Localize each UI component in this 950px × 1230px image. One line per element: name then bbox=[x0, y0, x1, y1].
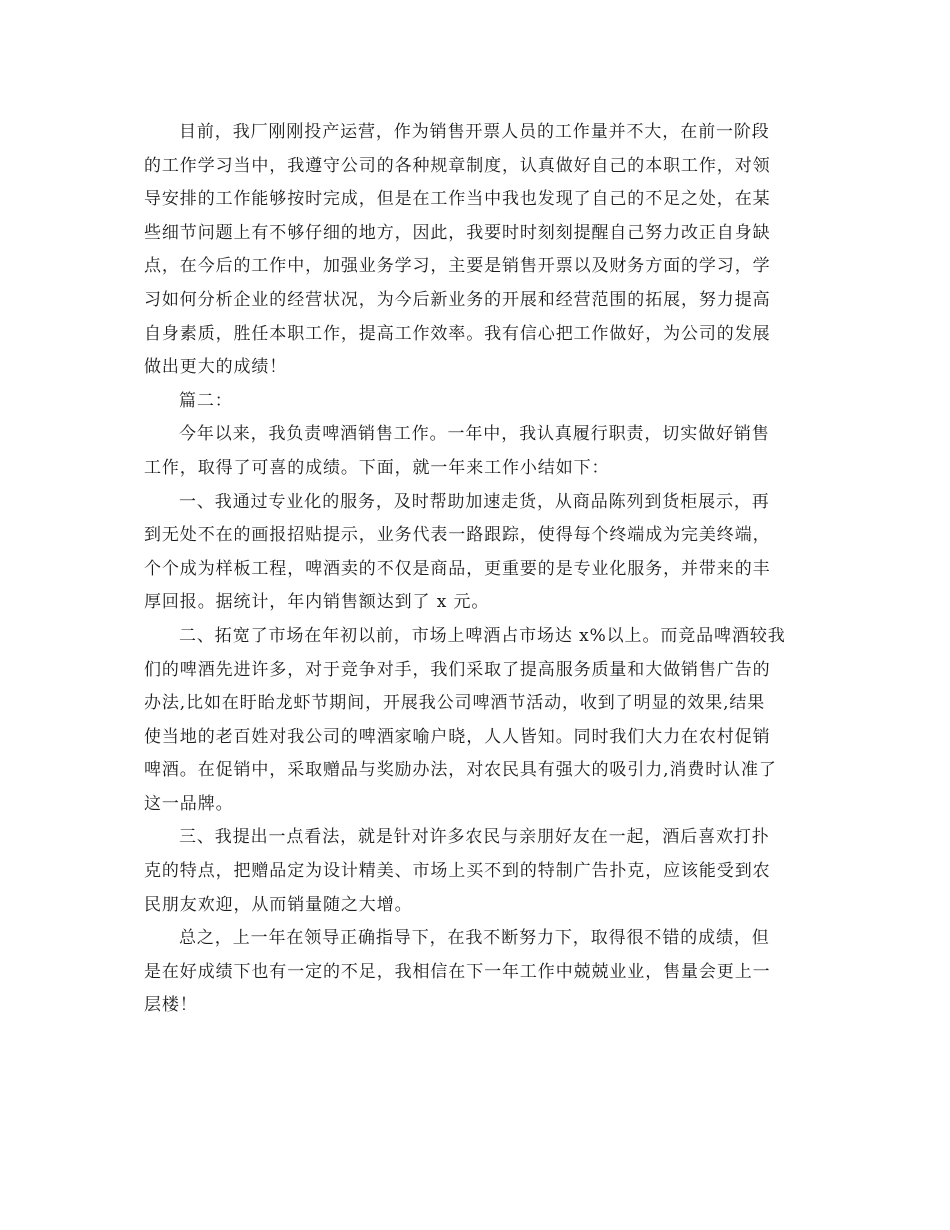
text-line: 篇二： bbox=[179, 390, 233, 411]
text-line: 办法,比如在盱眙龙虾节期间，开展我公司啤酒节活动，收到了明显的效果,结果 bbox=[144, 693, 766, 714]
text-line: 总之，上一年在领导正确指导下，在我不断努力下，取得很不错的成绩，但 bbox=[179, 928, 770, 949]
text-line: 一、我通过专业化的服务，及时帮助加速走货，从商品陈列到货柜展示，再 bbox=[179, 491, 770, 512]
text-line: 这一品牌。 bbox=[144, 793, 234, 814]
text-line: 习如何分析企业的经营状况，为今后新业务的开展和经营范围的拓展，努力提高 bbox=[144, 289, 771, 310]
text-line: 民朋友欢迎，从而销量随之大增。 bbox=[144, 894, 413, 915]
text-line: 目前，我厂刚刚投产运营，作为销售开票人员的工作量并不大，在前一阶段 bbox=[179, 122, 770, 142]
text-line: 二、拓宽了市场在年初以前，市场上啤酒占市场达 x%以上。而竞品啤酒较我 bbox=[179, 625, 786, 646]
text-line: 个个成为样板工程，啤酒卖的不仅是商品，更重要的是专业化服务，并带来的丰 bbox=[144, 558, 771, 579]
text-line: 些细节问题上有不够仔细的地方，因此，我要时时刻刻提醒自己努力改正自身缺 bbox=[144, 222, 771, 243]
text-line: 厚回报。据统计，年内销售额达到了 x 元。 bbox=[144, 592, 490, 613]
text-line: 三、我提出一点看法，就是针对许多农民与亲朋好友在一起，酒后喜欢打扑 bbox=[179, 827, 770, 848]
text-line: 自身素质，胜任本职工作，提高工作效率。我有信心把工作做好，为公司的发展 bbox=[144, 323, 771, 344]
text-line: 做出更大的成绩！ bbox=[144, 357, 288, 378]
text-line: 是在好成绩下也有一定的不足，我相信在下一年工作中兢兢业业，售量会更上一 bbox=[144, 961, 771, 982]
text-line: 层楼！ bbox=[144, 995, 198, 1016]
text-line: 到无处不在的画报招贴提示，业务代表一路跟踪，使得每个终端成为完美终端， bbox=[144, 525, 771, 546]
text-line: 的工作学习当中，我遵守公司的各种规章制度，认真做好自己的本职工作，对领 bbox=[144, 155, 771, 176]
text-line: 克的特点，把赠品定为设计精美、市场上买不到的特制广告扑克，应该能受到农 bbox=[144, 861, 771, 882]
text-line: 工作，取得了可喜的成绩。下面，就一年来工作小结如下： bbox=[144, 457, 610, 478]
text-line: 啤酒。在促销中，采取赠品与奖励办法，对农民具有强大的吸引力,消费时认准了 bbox=[144, 760, 777, 781]
text-line: 们的啤酒先进许多，对于竞争对手，我们采取了提高服务质量和大做销售广告的 bbox=[144, 659, 771, 680]
text-line: 使当地的老百姓对我公司的啤酒家喻户晓，人人皆知。同时我们大力在农村促销 bbox=[144, 726, 771, 747]
text-line: 今年以来，我负责啤酒销售工作。一年中，我认真履行职责，切实做好销售 bbox=[179, 424, 770, 445]
document-body bbox=[144, 116, 806, 1023]
text-line: 导安排的工作能够按时完成，但是在工作当中我也发现了自己的不足之处，在某 bbox=[144, 189, 771, 210]
text-line: 点，在今后的工作中，加强业务学习，主要是销售开票以及财务方面的学习，学 bbox=[144, 256, 771, 277]
